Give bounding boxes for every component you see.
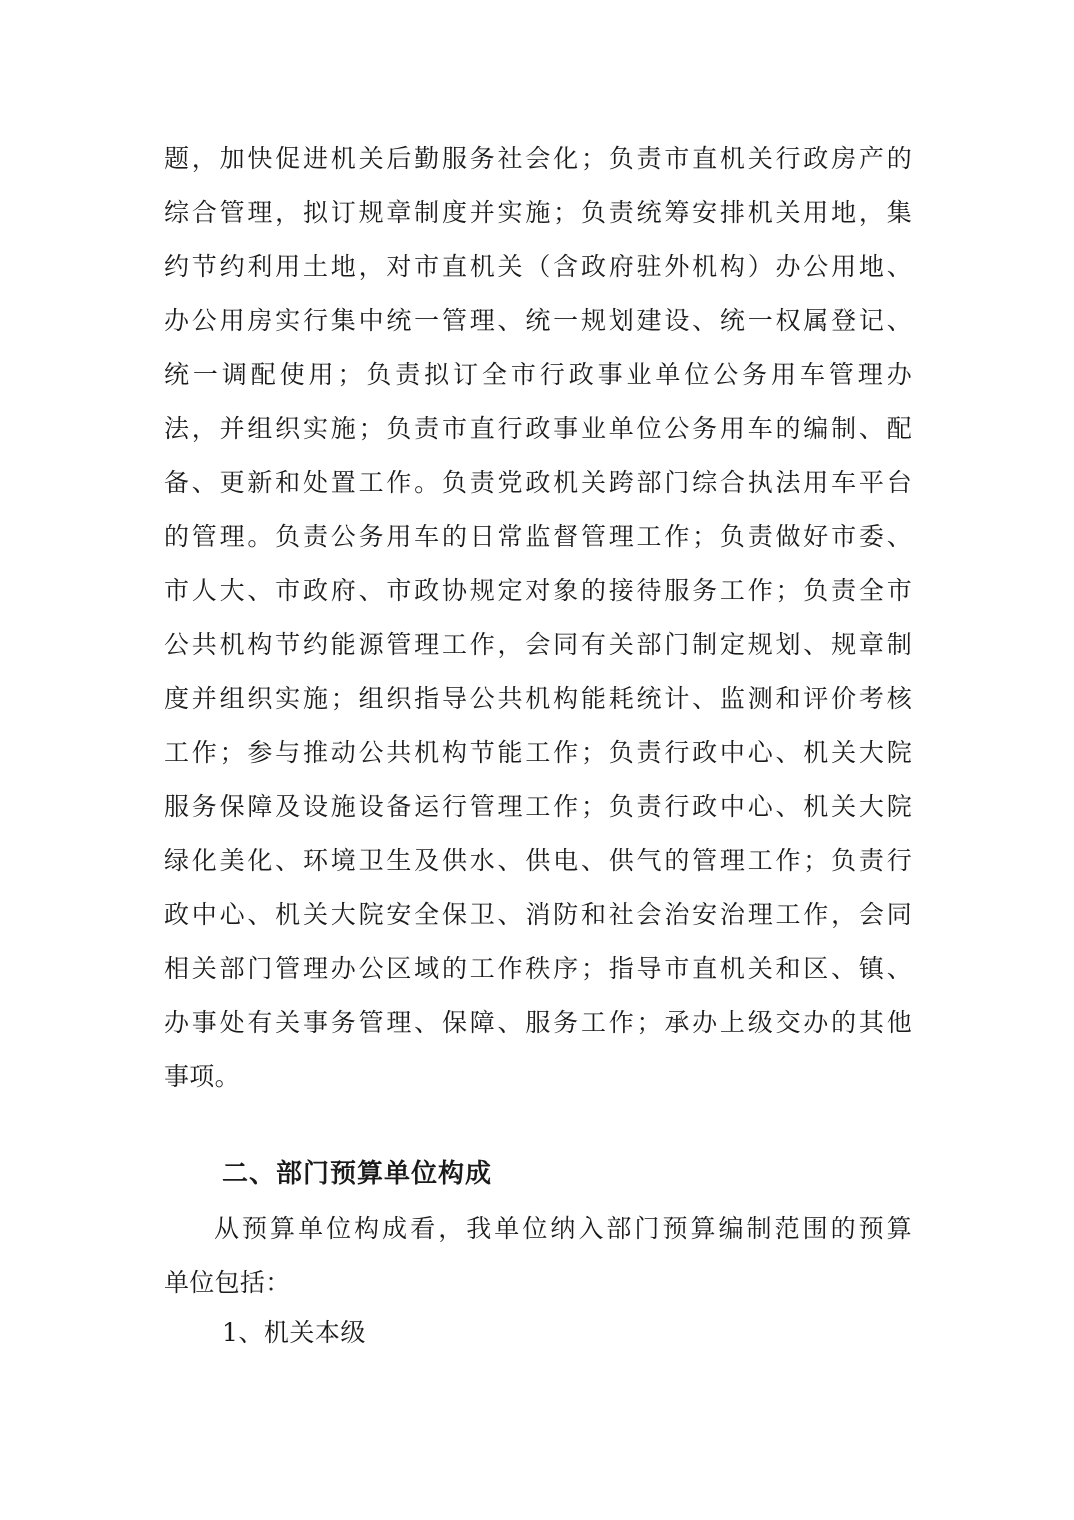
body-paragraph [164,132,912,1104]
body-line: 公共机构节约能源管理工作，会同有关部门制定规划、规章制 [164,630,912,659]
body-line: 备、更新和处置工作。负责党政机关跨部门综合执法用车平台 [164,468,912,497]
body-line: 法，并组织实施；负责市直行政事业单位公务用车的编制、配 [164,414,912,443]
body-line: 统一调配使用；负责拟订全市行政事业单位公务用车管理办 [164,360,912,389]
body-line: 市人大、市政府、市政协规定对象的接待服务工作；负责全市 [164,576,912,605]
body-line: 的管理。负责公务用车的日常监督管理工作；负责做好市委、 [164,522,912,551]
body-line: 度并组织实施；组织指导公共机构能耗统计、监测和评价考核 [164,684,912,713]
list-item: 1、机关本级 [222,1318,366,1347]
section-line: 从预算单位构成看，我单位纳入部门预算编制范围的预算 [214,1214,912,1243]
body-line: 约节约利用土地，对市直机关（含政府驻外机构）办公用地、 [164,252,912,281]
body-line: 事项。 [164,1062,240,1091]
body-line: 办事处有关事务管理、保障、服务工作；承办上级交办的其他 [164,1008,912,1037]
section-heading: 二、部门预算单位构成 [222,1159,493,1189]
body-line: 相关部门管理办公区域的工作秩序；指导市直机关和区、镇、 [164,954,912,983]
body-line: 题，加快促进机关后勤服务社会化；负责市直机关行政房产的 [164,144,912,173]
body-line: 政中心、机关大院安全保卫、消防和社会治安治理工作，会同 [164,900,912,929]
section-line: 单位包括： [164,1268,291,1297]
section-paragraph [164,1202,912,1310]
body-line: 服务保障及设施设备运行管理工作；负责行政中心、机关大院 [164,792,912,821]
body-line: 工作；参与推动公共机构节能工作；负责行政中心、机关大院 [164,738,912,767]
body-line: 绿化美化、环境卫生及供水、供电、供气的管理工作；负责行 [164,846,912,875]
body-line: 办公用房实行集中统一管理、统一规划建设、统一权属登记、 [164,306,912,335]
body-line: 综合管理，拟订规章制度并实施；负责统筹安排机关用地，集 [164,198,912,227]
